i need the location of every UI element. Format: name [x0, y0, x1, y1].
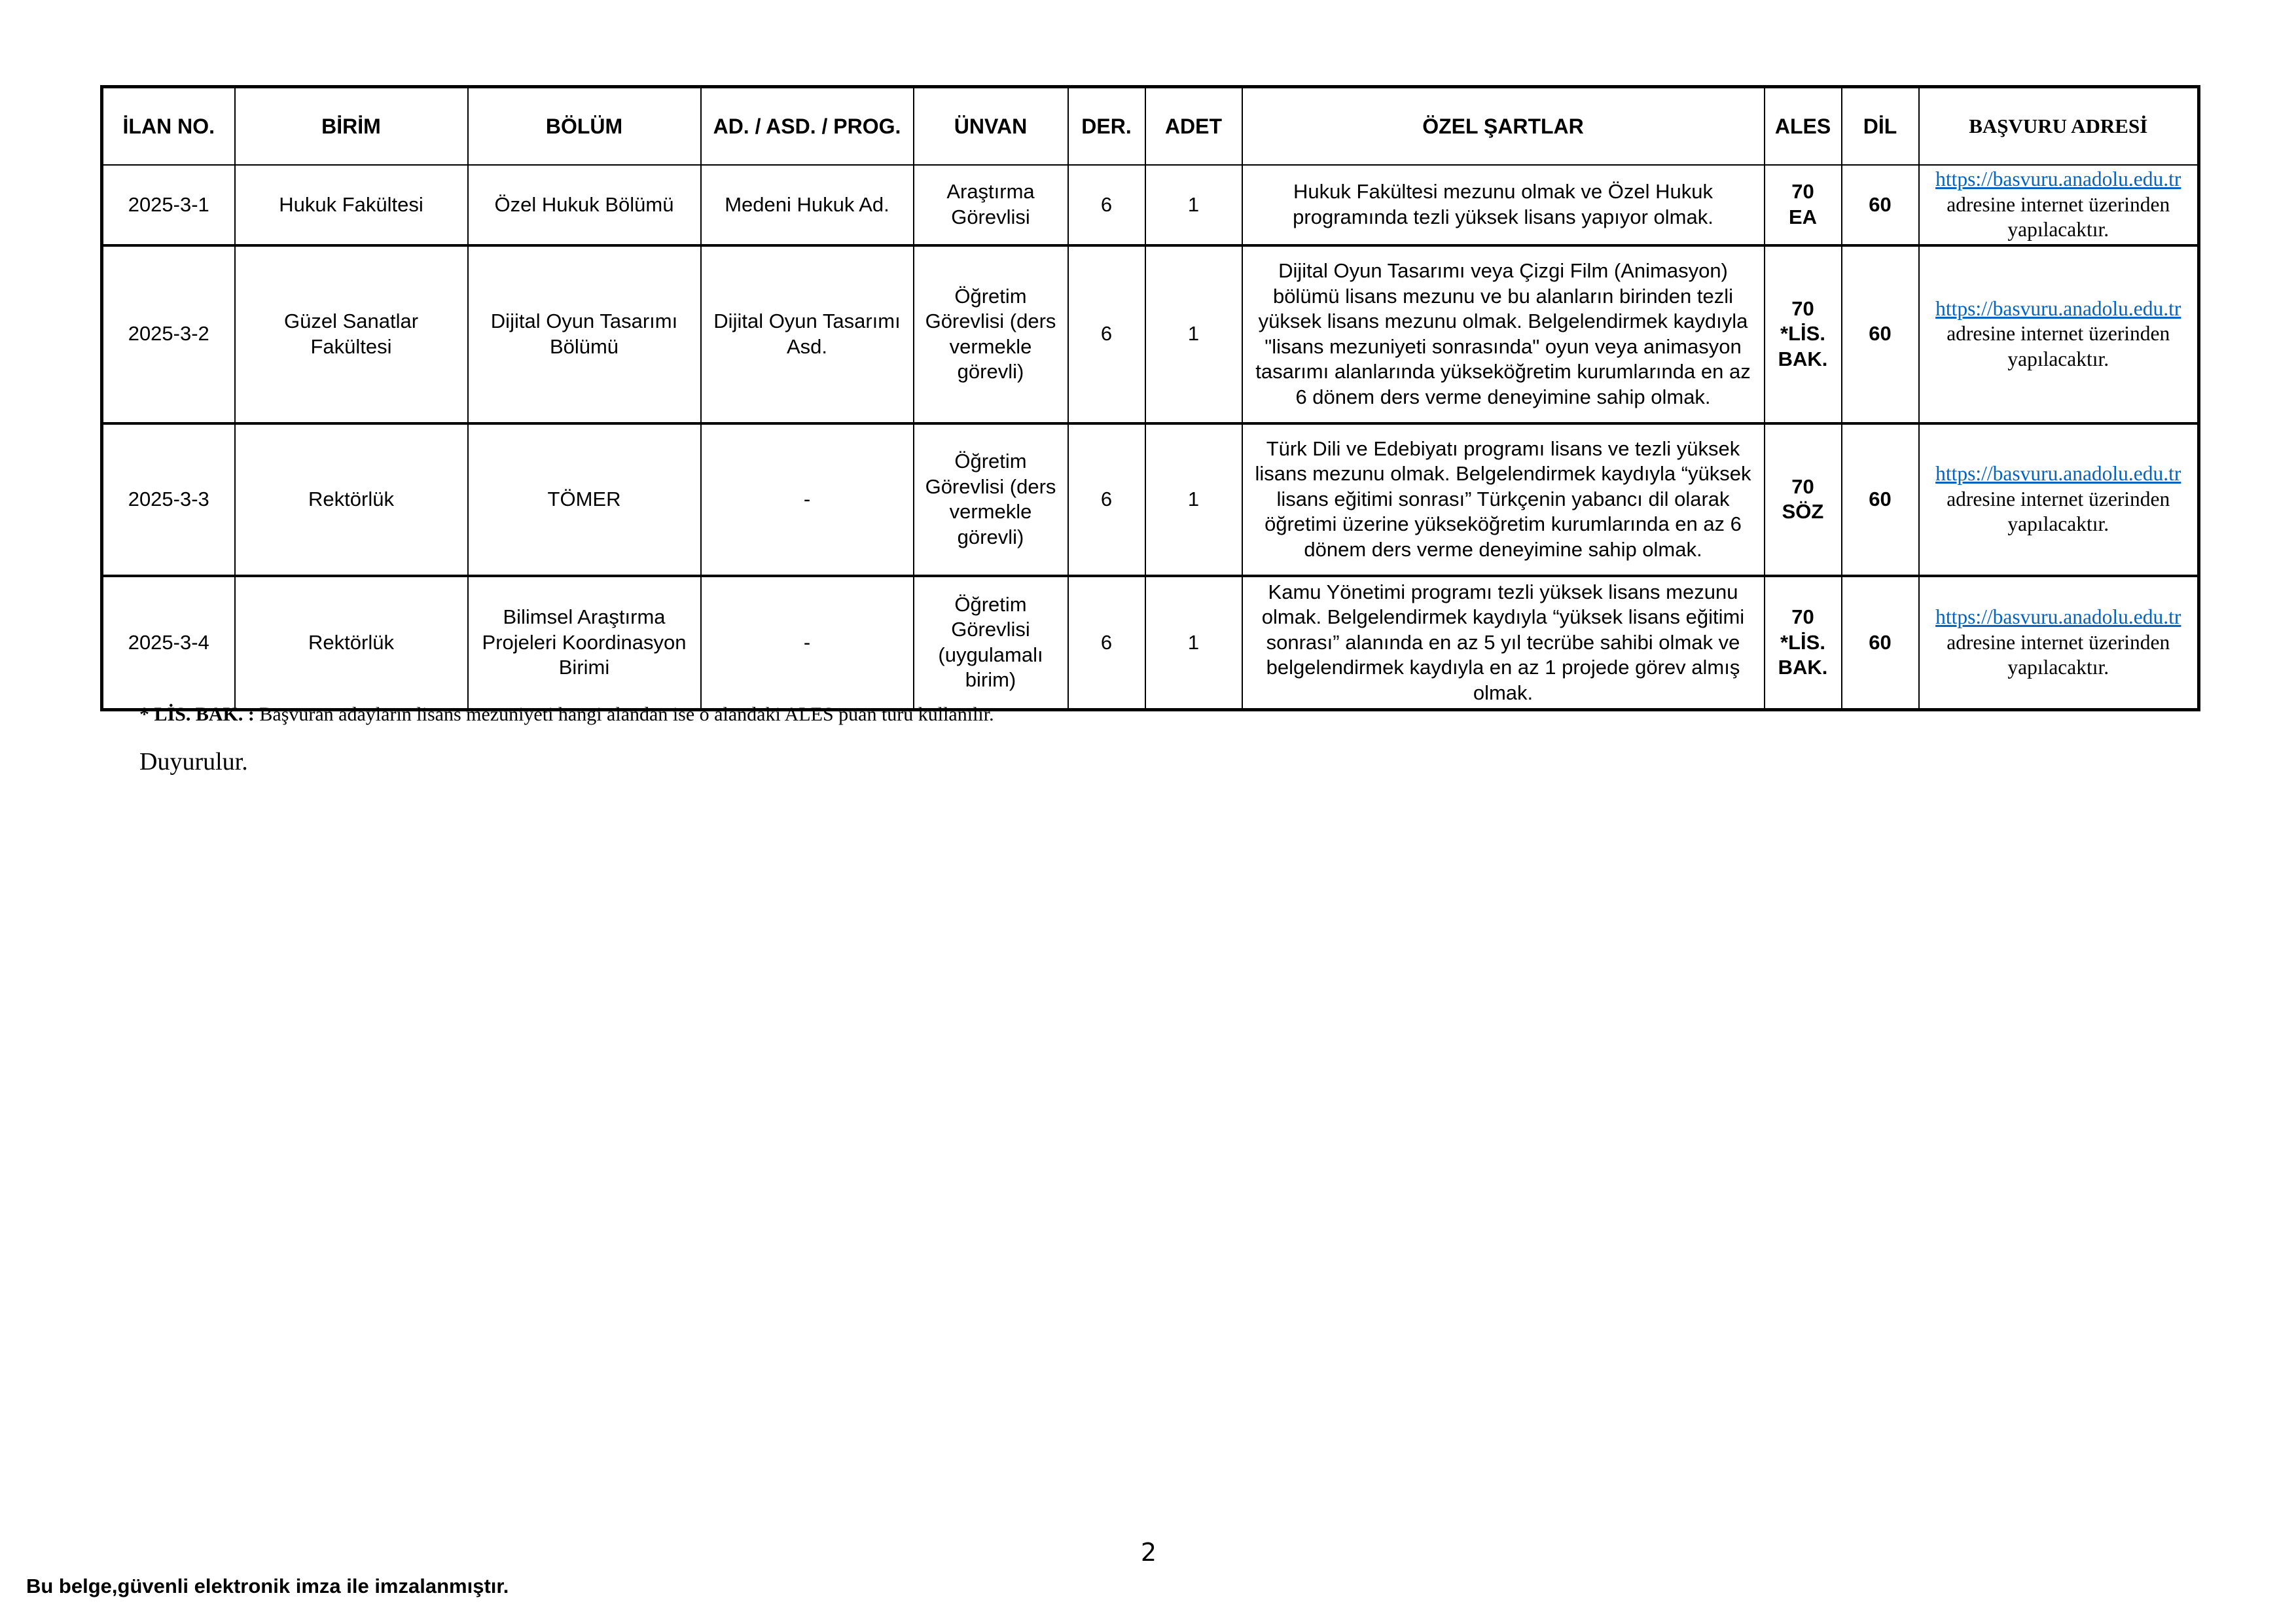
- ales-score: 70: [1791, 605, 1814, 628]
- cell-der: 6: [1068, 245, 1145, 423]
- cell-ad-asd-prog: -: [701, 423, 914, 576]
- table-row: [102, 423, 2199, 576]
- footnote-label: * LİS. BAK. :: [139, 704, 255, 725]
- header-birim: BİRİM: [235, 87, 468, 166]
- cell-ales: [1765, 423, 1842, 576]
- cell-adet: 1: [1145, 245, 1242, 423]
- cell-basvuru-adresi: [1919, 576, 2199, 710]
- cell-dil: 60: [1842, 165, 1919, 245]
- footnote: [139, 704, 994, 726]
- ales-score: 70: [1791, 296, 1814, 320]
- ales-score: 70: [1791, 180, 1814, 204]
- cell-der: 6: [1068, 165, 1145, 245]
- cell-ilan-no: 2025-3-4: [102, 576, 235, 710]
- ilan-table: [100, 85, 2200, 711]
- cell-ilan-no: 2025-3-1: [102, 165, 235, 245]
- ales-type: *LİS. BAK.: [1778, 322, 1828, 370]
- table-header-row: [102, 87, 2199, 166]
- cell-adet: 1: [1145, 165, 1242, 245]
- basvuru-link[interactable]: https://basvuru.anadolu.edu.tr: [1935, 462, 2181, 486]
- basvuru-link[interactable]: https://basvuru.anadolu.edu.tr: [1935, 168, 2181, 190]
- cell-ales: [1765, 576, 1842, 710]
- cell-bolum: TÖMER: [468, 423, 701, 576]
- basvuru-text: adresine internet üzerinden yapılacaktır.: [1946, 630, 2170, 679]
- table-row: [102, 576, 2199, 710]
- ales-score: 70: [1791, 474, 1814, 498]
- header-basvuru-adresi: BAŞVURU ADRESİ: [1919, 87, 2199, 166]
- ozel-sartlar-text: Dijital Oyun Tasarımı veya Çizgi Film (Animasyon) bölümü lisans mezunu ve bu alanların birinden tezli yüksek lisans mezunu olmak. Belgelendirmek kaydıyla "lisans mezuniyeti sonrasında" oyun veya animasyon tasarımı alanlarında yükseköğretim kurumlarında en az 6 dönem ders verme deneyimine sahip olmak.: [1255, 259, 1751, 408]
- cell-dil: 60: [1842, 245, 1919, 423]
- cell-der: 6: [1068, 423, 1145, 576]
- cell-ales: [1765, 165, 1842, 245]
- cell-ales: [1765, 245, 1842, 423]
- cell-birim: Hukuk Fakültesi: [235, 165, 468, 245]
- ozel-sartlar-text: Kamu Yönetimi programı tezli yüksek lisans mezunu olmak. Belgelendirmek kaydıyla “yüksek lisans eğitimi sonrası” alanında en az 5 yıl tecrübe sahibi olmak ve belgelendirmek kaydıyla en az 1 projede görev almış olmak.: [1261, 580, 1745, 704]
- cell-bolum: Bilimsel Araştırma Projeleri Koordinasyon Birimi: [468, 576, 701, 710]
- basvuru-text: adresine internet üzerinden yapılacaktır.: [1946, 322, 2170, 370]
- header-ozel-sartlar: ÖZEL ŞARTLAR: [1242, 87, 1765, 166]
- cell-birim: Güzel Sanatlar Fakültesi: [235, 245, 468, 423]
- header-bolum: BÖLÜM: [468, 87, 701, 166]
- closing-text: Duyurulur.: [139, 748, 248, 776]
- ozel-sartlar-text: Hukuk Fakültesi mezunu olmak ve Özel Hukuk programında tezli yüksek lisans yapıyor olmak.: [1293, 180, 1713, 228]
- basvuru-text: adresine internet üzerinden yapılacaktır.: [1946, 487, 2170, 536]
- cell-basvuru-adresi: [1919, 423, 2199, 576]
- cell-ilan-no: 2025-3-2: [102, 245, 235, 423]
- ales-type: *LİS. BAK.: [1778, 630, 1828, 679]
- header-ad-asd-prog: AD. / ASD. / PROG.: [701, 87, 914, 166]
- cell-unvan: Araştırma Görevlisi: [914, 165, 1068, 245]
- cell-unvan: Öğretim Görevlisi (uygulamalı birim): [914, 576, 1068, 710]
- cell-der: 6: [1068, 576, 1145, 710]
- cell-basvuru-adresi: [1919, 165, 2199, 245]
- cell-dil: 60: [1842, 423, 1919, 576]
- cell-bolum: Dijital Oyun Tasarımı Bölümü: [468, 245, 701, 423]
- cell-unvan: Öğretim Görevlisi (ders vermekle görevli): [914, 245, 1068, 423]
- footnote-text: Başvuran adayların lisans mezuniyeti hangi alandan ise o alandaki ALES puan türü kullanılır.: [254, 704, 994, 725]
- header-dil: DİL: [1842, 87, 1919, 166]
- cell-unvan: Öğretim Görevlisi (ders vermekle görevli): [914, 423, 1068, 576]
- ales-type: EA: [1788, 205, 1818, 228]
- cell-ad-asd-prog: Dijital Oyun Tasarımı Asd.: [701, 245, 914, 423]
- cell-basvuru-adresi: [1919, 245, 2199, 423]
- cell-ad-asd-prog: Medeni Hukuk Ad.: [701, 165, 914, 245]
- table-row: [102, 245, 2199, 423]
- cell-ozel-sartlar: [1242, 423, 1765, 576]
- basvuru-link[interactable]: https://basvuru.anadolu.edu.tr: [1935, 296, 2181, 320]
- cell-ilan-no: 2025-3-3: [102, 423, 235, 576]
- basvuru-text: adresine internet üzerinden yapılacaktır.: [1946, 192, 2170, 241]
- cell-ad-asd-prog: -: [701, 576, 914, 710]
- cell-ozel-sartlar: [1242, 245, 1765, 423]
- basvuru-link[interactable]: https://basvuru.anadolu.edu.tr: [1935, 605, 2181, 628]
- cell-adet: 1: [1145, 423, 1242, 576]
- cell-adet: 1: [1145, 576, 1242, 710]
- table-row: [102, 165, 2199, 245]
- header-adet: ADET: [1145, 87, 1242, 166]
- cell-bolum: Özel Hukuk Bölümü: [468, 165, 701, 245]
- page-number: 2: [1140, 1538, 1157, 1567]
- header-unvan: ÜNVAN: [914, 87, 1068, 166]
- header-ales: ALES: [1765, 87, 1842, 166]
- header-ilan-no: İLAN NO.: [102, 87, 235, 166]
- ales-type: SÖZ: [1782, 500, 1824, 523]
- signature-note: Bu belge,güvenli elektronik imza ile imzalanmıştır.: [26, 1575, 509, 1597]
- cell-ozel-sartlar: [1242, 165, 1765, 245]
- cell-dil: 60: [1842, 576, 1919, 710]
- ozel-sartlar-text: Türk Dili ve Edebiyatı programı lisans ve tezli yüksek lisans mezunu olmak. Belgelendirmek kaydıyla “yüksek lisans eğitimi sonrası” Türkçenin yabancı dil olarak öğretimi üzerine yükseköğretim kurumlarında en az 6 dönem ders verme deneyimine sahip olmak.: [1255, 437, 1751, 561]
- cell-birim: Rektörlük: [235, 576, 468, 710]
- cell-birim: Rektörlük: [235, 423, 468, 576]
- cell-ozel-sartlar: [1242, 576, 1765, 710]
- header-der: DER.: [1068, 87, 1145, 166]
